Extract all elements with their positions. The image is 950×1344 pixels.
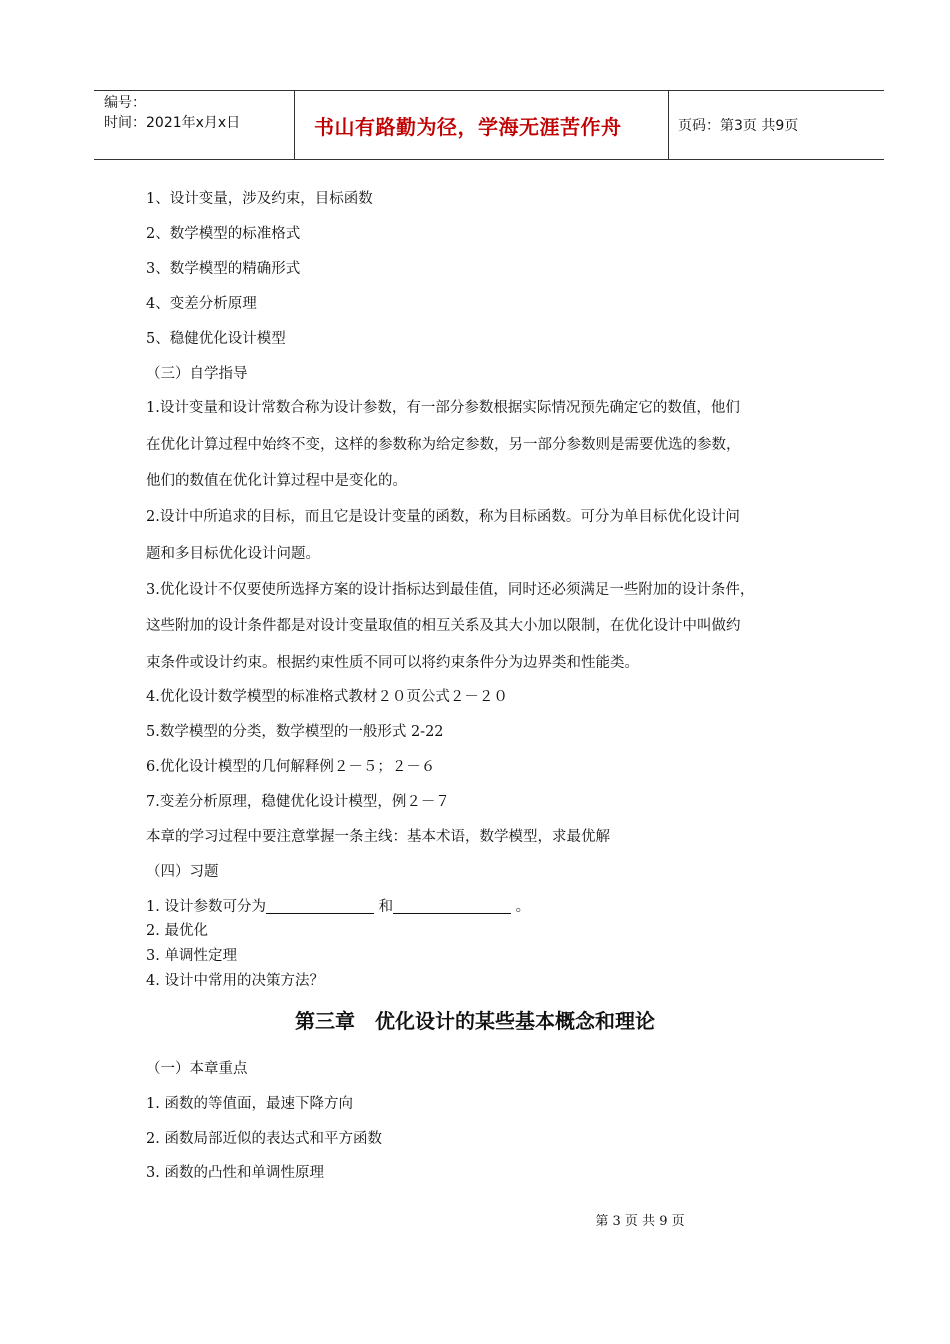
- body-line: 2、数学模型的标准格式: [146, 226, 301, 242]
- answer-blank: [266, 899, 374, 914]
- document-header: [94, 90, 884, 160]
- body-line: 5、稳健优化设计模型: [146, 331, 286, 347]
- exercise-suffix: 。: [515, 899, 531, 915]
- body-line: 束条件或设计约束。根据约束性质不同可以将约束条件分为边界类和性能类。: [146, 655, 639, 671]
- chapter-title: 第三章 优化设计的某些基本概念和理论: [295, 1009, 655, 1033]
- number-label: 编号：: [104, 95, 146, 111]
- body-line: 3. 函数的凸性和单调性原理: [146, 1165, 324, 1181]
- body-line: 6.优化设计模型的几何解释例２－５；２－６: [146, 759, 436, 775]
- body-line: 1.设计变量和设计常数合称为设计参数，有一部分参数根据实际情况预先确定它的数值，他们: [146, 400, 740, 416]
- body-line: 5.数学模型的分类，数学模型的一般形式 2-22: [146, 724, 444, 740]
- body-line: 他们的数值在优化计算过程中是变化的。: [146, 473, 407, 489]
- exercise-item: 4. 设计中常用的决策方法？: [146, 973, 324, 989]
- header-page-label: 页码：第3页 共9页: [678, 118, 799, 134]
- header-meta: [104, 93, 240, 133]
- section-heading: （一）本章重点: [146, 1061, 248, 1077]
- section-heading: （三）自学指导: [146, 366, 248, 382]
- body-line: 3、数学模型的精确形式: [146, 261, 301, 277]
- exercise-prefix: 1. 设计参数可分为: [146, 899, 266, 915]
- body-line: 4、变差分析原理: [146, 296, 257, 312]
- header-divider: [294, 91, 295, 159]
- exercise-item: 3. 单调性定理: [146, 948, 237, 964]
- section-heading: （四）习题: [146, 864, 219, 880]
- body-line: 4.优化设计数学模型的标准格式教材２０页公式２－２０: [146, 689, 508, 705]
- exercise-item: [146, 895, 530, 916]
- time-label: 时间：2021年x月x日: [104, 115, 241, 131]
- page-footer: 第 3 页 共 9 页: [595, 1214, 685, 1229]
- body-line: 1. 函数的等值面，最速下降方向: [146, 1096, 353, 1112]
- answer-blank: [393, 899, 511, 914]
- exercise-middle: 和: [378, 899, 394, 915]
- header-divider: [668, 91, 669, 159]
- body-line: 3.优化设计不仅要使所选择方案的设计指标达到最佳值，同时还必须满足一些附加的设计条件，: [146, 582, 755, 598]
- body-line: 7.变差分析原理，稳健优化设计模型，例２－７: [146, 794, 450, 810]
- body-line: 这些附加的设计条件都是对设计变量取值的相互关系及其大小加以限制，在优化设计中叫做约: [146, 618, 741, 634]
- exercise-item: 2. 最优化: [146, 923, 208, 939]
- header-motto: 书山有路勤为径，学海无涯苦作舟: [314, 115, 622, 139]
- body-line: 2.设计中所追求的目标，而且它是设计变量的函数，称为目标函数。可分为单目标优化设计问: [146, 509, 740, 525]
- body-line: 在优化计算过程中始终不变，这样的参数称为给定参数，另一部分参数则是需要优选的参数，: [146, 437, 741, 453]
- body-line: 题和多目标优化设计问题。: [146, 546, 320, 562]
- body-line: 2. 函数局部近似的表达式和平方函数: [146, 1131, 382, 1147]
- body-line: 1、设计变量，涉及约束，目标函数: [146, 191, 373, 207]
- body-line: 本章的学习过程中要注意掌握一条主线：基本术语，数学模型，求最优解: [146, 829, 610, 845]
